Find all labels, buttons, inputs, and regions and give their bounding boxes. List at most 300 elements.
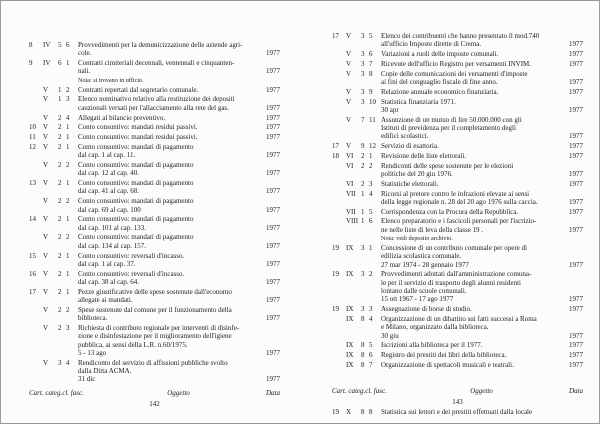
class-code: 2 xyxy=(58,133,62,142)
entry-description xyxy=(78,86,256,94)
entry-year: 1977 xyxy=(569,207,583,216)
class-code: 3 xyxy=(361,69,365,78)
class-code: 2 xyxy=(58,305,62,314)
class-code: 3 xyxy=(361,270,365,279)
class-code: 3 xyxy=(361,59,365,68)
category-code: V xyxy=(43,305,49,314)
fascicle-code: 8 xyxy=(369,408,373,417)
entry-description-line: Assegnazione di borse di studio. xyxy=(381,305,472,314)
table-row xyxy=(332,190,583,207)
entry-description-line: dal cap. 69 al cap. 100 xyxy=(78,205,141,214)
page-footer-right xyxy=(300,387,599,418)
entry-description-line: Corrispondenza con la Procura della Repubblica. xyxy=(381,207,519,216)
entry-description-line: Elenco nominativo relativo alla restituzione dei depositi xyxy=(78,95,235,104)
entry-year: 1977 xyxy=(266,223,280,232)
category-code: V xyxy=(43,358,49,367)
cart-number: 17 xyxy=(332,32,339,40)
fascicle-code: 2 xyxy=(66,85,70,94)
table-row xyxy=(332,217,583,234)
cart-number xyxy=(29,197,43,214)
entry-year: 1977 xyxy=(266,241,280,250)
entry-description-line: 30 apr xyxy=(381,105,399,114)
entry-description-line: Ricevute dell'ufficio Registro per versamenti INVIM. xyxy=(381,59,532,68)
fascicle-code: 6 xyxy=(369,50,373,59)
category-code: VI xyxy=(346,161,354,170)
fascicle-code: 6 xyxy=(66,41,70,49)
entry-description xyxy=(78,270,256,287)
trailing-entry-left xyxy=(29,410,280,418)
entry-description-line: Revisione delle liste elettorali. xyxy=(381,151,467,160)
entry-year: 1977 xyxy=(266,85,280,94)
entry-note: Nota: vedi deposito archivio. xyxy=(381,235,453,243)
cart-number: 19 xyxy=(332,244,339,253)
table-row xyxy=(29,233,280,250)
category-code: V xyxy=(43,161,49,170)
entry-description xyxy=(381,190,559,207)
fascicle-code: 7 xyxy=(369,360,373,369)
category-code: IX xyxy=(346,314,354,323)
entry-year: 1977 xyxy=(266,259,280,268)
entry-description-line: Servizio di esattoria. xyxy=(381,142,439,151)
class-code: 3 xyxy=(361,305,365,314)
entry-year: 1977 xyxy=(569,295,583,304)
entry-description-line: Statistiche elettorali. xyxy=(381,179,439,188)
entry-description-line: 15 ott 1967 - 17 ago 1977 xyxy=(381,295,454,304)
cart-number xyxy=(332,217,346,234)
entry-description xyxy=(381,60,559,68)
entry-description-line: dalla Ditta ACMA. xyxy=(78,366,132,375)
entry-description-line: Concessione di un contributo comunale per opere di xyxy=(381,244,527,253)
class-code: 3 xyxy=(361,244,365,253)
entry-year: 1977 xyxy=(569,132,583,141)
class-code: 5 xyxy=(58,41,62,49)
table-row xyxy=(29,114,280,122)
entry-description xyxy=(381,315,559,340)
class-code: 1 xyxy=(58,85,62,94)
fascicle-code: 6 xyxy=(369,351,373,360)
entry-description-line: dal cap. 134 al cap. 157. xyxy=(78,241,147,250)
fascicle-code: 4 xyxy=(369,189,373,198)
entry-description-line: Contratti repertati dal segretario comunale. xyxy=(78,85,199,94)
category-code: VII xyxy=(346,207,356,216)
entry-description xyxy=(381,270,559,303)
entry-description xyxy=(381,142,559,150)
entry-description xyxy=(78,133,256,141)
entry-description-line: Assunzione di un mutuo di lire 50.000.000 con gli xyxy=(381,115,522,124)
cart-number xyxy=(332,351,346,359)
entry-description-line: Elenco dei contribuenti che hanno presentato il mod.740 xyxy=(381,32,540,40)
table-row xyxy=(332,208,583,216)
fascicle-code: 2 xyxy=(66,305,70,314)
cart-number xyxy=(332,190,346,207)
category-code: V xyxy=(43,179,49,188)
entry-description-line: 5 - 13 ago xyxy=(78,348,107,357)
class-code: 2 xyxy=(58,215,62,224)
entry-description-line: edifici scolastici. xyxy=(381,132,429,141)
entry-description-line: pubblica, ai sensi della L.R. n.60/1975. xyxy=(78,340,188,349)
cart-number xyxy=(332,60,346,68)
entry-description xyxy=(381,305,559,313)
entry-description-line: dal cap. 101 al cap. 133. xyxy=(78,223,147,232)
entry-description xyxy=(78,324,256,357)
class-code: 2 xyxy=(58,113,62,122)
cart-number xyxy=(29,324,43,357)
entry-description-line: Organizzazione di un dibattito sui fatti successi a Roma xyxy=(381,314,537,323)
table-row xyxy=(332,408,583,416)
cart-number xyxy=(332,116,346,141)
entry-year: 1977 xyxy=(569,351,583,360)
fascicle-code: 5 xyxy=(369,207,373,216)
class-code: 1 xyxy=(361,189,365,198)
footer-col-cart: Cart. categ.cl. fasc. xyxy=(29,388,84,397)
entry-description-line: 31 dic xyxy=(78,375,96,384)
class-code: 2 xyxy=(361,161,365,170)
entry-year: 1977 xyxy=(266,348,280,357)
class-code: 2 xyxy=(58,197,62,206)
entry-description-line: dal cap. 38 al cap. 64. xyxy=(78,277,140,286)
class-code: 3 xyxy=(361,87,365,96)
category-code: V xyxy=(43,123,49,132)
class-code: 2 xyxy=(58,251,62,260)
fascicle-code: 10 xyxy=(369,97,376,106)
entry-description xyxy=(78,288,256,305)
entry-description-line: Rendiconto del servizio di affissioni pubbliche svolto xyxy=(78,358,228,367)
entry-description-line: allegate ai mandati. xyxy=(78,296,133,305)
cart-number: 19 xyxy=(332,270,339,279)
entry-description-line: dal cap. 41 al cap. 68. xyxy=(78,187,140,196)
class-code: 9 xyxy=(361,142,365,151)
entry-description xyxy=(78,215,256,232)
table-row xyxy=(332,98,583,115)
fascicle-code: 1 xyxy=(66,133,70,142)
entry-description-line: biblioteca. xyxy=(78,314,108,323)
table-row xyxy=(29,161,280,178)
category-code: V xyxy=(43,323,49,332)
category-code: V xyxy=(346,50,352,59)
category-code: IX xyxy=(346,341,354,350)
table-row xyxy=(332,315,583,340)
fascicle-code: 1 xyxy=(66,142,70,151)
class-code: 8 xyxy=(361,408,365,417)
class-code: 1 xyxy=(361,207,365,216)
entry-description xyxy=(78,59,256,76)
fascicle-code: 12 xyxy=(369,142,376,151)
table-row xyxy=(332,116,583,141)
category-code: IX xyxy=(346,244,354,253)
entry-description xyxy=(78,359,256,384)
table-row xyxy=(332,70,583,87)
cart-number xyxy=(332,70,346,87)
entry-year: 1977 xyxy=(569,197,583,206)
entry-description xyxy=(381,361,559,369)
class-code: 3 xyxy=(361,50,365,59)
entry-description-line: Rendiconti delle spese sostenute per le elezioni xyxy=(381,161,514,170)
entry-description xyxy=(78,161,256,178)
category-code: V xyxy=(43,215,49,224)
class-code: 7 xyxy=(361,115,365,124)
entry-description xyxy=(381,152,559,160)
page-footer-left xyxy=(1,389,300,419)
cart-number xyxy=(332,50,346,58)
entry-description xyxy=(381,208,559,216)
category-code: V xyxy=(346,115,352,124)
table-row xyxy=(29,324,280,357)
entry-year: 1977 xyxy=(266,103,280,112)
table-row xyxy=(332,180,583,188)
entry-year: 1977 xyxy=(569,260,583,269)
fascicle-code: 9 xyxy=(369,87,373,96)
class-code: 1 xyxy=(361,217,365,226)
entries-list-right xyxy=(300,1,599,369)
class-code: 2 xyxy=(58,142,62,151)
fascicle-code: 3 xyxy=(369,305,373,314)
cart-number: 15 xyxy=(29,251,36,260)
entry-description-line: zione e disinfestazione per il miglioramento dell'igiene xyxy=(78,332,232,341)
fascicle-code: 2 xyxy=(369,270,373,279)
category-code: V xyxy=(346,142,352,151)
fascicle-code: 1 xyxy=(66,179,70,188)
fascicle-code: 1 xyxy=(369,244,373,253)
class-code: 6 xyxy=(58,59,62,68)
category-code: V xyxy=(43,85,49,94)
entry-year: 1977 xyxy=(569,225,583,234)
table-row xyxy=(29,306,280,323)
trailing-entry-right xyxy=(332,408,583,416)
fascicle-code: 1 xyxy=(66,123,70,132)
fascicle-code: 4 xyxy=(66,113,70,122)
category-code: IX xyxy=(346,270,354,279)
entry-year: 1977 xyxy=(569,305,583,314)
entry-description xyxy=(381,341,559,349)
category-code: IX xyxy=(346,360,354,369)
page-right xyxy=(300,1,599,423)
table-row xyxy=(29,143,280,160)
fascicle-code: 8 xyxy=(369,69,373,78)
fascicle-code: 2 xyxy=(66,161,70,170)
entry-description-line: all'ufficio Imposte dirette di Crema. xyxy=(381,40,482,49)
entries-list-left xyxy=(1,1,300,383)
table-row xyxy=(332,60,583,68)
class-code: 2 xyxy=(58,179,62,188)
entry-description-line: Conto consuntivo: mandati di pagamento xyxy=(78,197,194,206)
fascicle-code: 3 xyxy=(66,323,70,332)
cart-number: 18 xyxy=(332,151,339,160)
category-code: IV xyxy=(43,59,51,68)
entry-description-line: Conto consuntivo: mandati di pagamento xyxy=(78,161,194,170)
footer-col-oggetto: Oggetto xyxy=(470,386,493,395)
category-code: IX xyxy=(346,305,354,314)
entry-description-line: Conto consuntivo: mandati residui passivi. xyxy=(78,133,198,142)
table-row xyxy=(332,152,583,160)
entry-description-line: Conto consuntivo: mandati di pagamento xyxy=(78,233,194,242)
entry-year: 1977 xyxy=(569,151,583,160)
fascicle-code: 5 xyxy=(369,32,373,40)
fascicle-code: 11 xyxy=(369,115,376,124)
class-code: 8 xyxy=(361,360,365,369)
entry-description xyxy=(78,41,256,58)
entry-year: 1977 xyxy=(569,59,583,68)
entry-description-line: 30 giu xyxy=(381,331,399,340)
fascicle-code: 5 xyxy=(369,341,373,350)
cart-number: 13 xyxy=(29,179,36,188)
cart-number xyxy=(332,361,346,369)
entry-description-line: Conto consuntivo: reversali d'incasso. xyxy=(78,251,185,260)
table-row xyxy=(29,179,280,196)
entry-description-line: cauzionali versati per l'allacciamento alla rete del gas. xyxy=(78,103,229,112)
entry-description-line: ai fini del conguaglio fiscale di fine anno. xyxy=(381,77,498,86)
class-code: 8 xyxy=(361,351,365,360)
entry-description xyxy=(381,88,559,96)
class-code: 2 xyxy=(58,269,62,278)
footer-col-oggetto: Oggetto xyxy=(167,388,190,397)
category-code: V xyxy=(43,287,49,296)
footer-col-data: Data xyxy=(266,388,280,397)
table-row xyxy=(332,244,583,269)
table-row xyxy=(29,59,280,76)
cart-number xyxy=(29,114,43,122)
entry-description-line: della legge regionale n. 28 del 20 ago 1976 sulla caccia. xyxy=(381,197,538,206)
page-number: 143 xyxy=(452,398,463,407)
entry-year: 1977 xyxy=(569,360,583,369)
table-row xyxy=(29,86,280,94)
entry-description-line: 27 mar 1974 - 28 gennaio 1977 xyxy=(381,260,469,269)
class-code: 1 xyxy=(58,95,62,104)
entry-year: 1977 xyxy=(569,179,583,188)
entry-description xyxy=(78,306,256,323)
entry-description xyxy=(78,95,256,112)
class-code: 3 xyxy=(361,32,365,40)
footer-col-data: Data xyxy=(569,386,583,395)
entry-description-line: dal cap. 1 al cap. 37. xyxy=(78,259,136,268)
entry-description xyxy=(78,143,256,160)
category-code: V xyxy=(346,87,352,96)
entry-year: 1977 xyxy=(266,123,280,132)
table-row xyxy=(29,359,280,384)
entry-description-line: Elenco preparatorio e i fascicoli personali per l'iscrizio- xyxy=(381,217,537,226)
table-row xyxy=(29,95,280,112)
entry-description-line: Organizzazione di spettacoli musicali e teatrali. xyxy=(381,360,514,369)
entry-year: 1977 xyxy=(569,50,583,59)
entry-year: 1977 xyxy=(569,142,583,151)
entry-description-line: Registro dei prestiti dei libri della biblioteca. xyxy=(381,351,507,360)
entry-description-line: Iscrizioni alla biblioteca per il 1977. xyxy=(381,341,483,350)
entry-description-line: ne nelle liste di leva della classe 19 . xyxy=(381,225,484,234)
category-code: V xyxy=(43,197,49,206)
entry-year: 1977 xyxy=(266,169,280,178)
table-row xyxy=(332,305,583,313)
cart-number xyxy=(29,86,43,94)
page-left xyxy=(1,1,300,423)
category-code: V xyxy=(43,133,49,142)
class-code: 3 xyxy=(58,358,62,367)
entry-year: 1977 xyxy=(266,151,280,160)
table-row xyxy=(332,50,583,58)
table-row xyxy=(332,341,583,349)
category-code: V xyxy=(43,269,49,278)
cart-number xyxy=(29,233,43,250)
table-row xyxy=(29,197,280,214)
entry-description xyxy=(381,32,559,49)
cart-number xyxy=(332,341,346,349)
entry-description-line: Copie delle comunicazioni dei versamenti d'imposte xyxy=(381,69,528,78)
category-code: V xyxy=(43,142,49,151)
entry-description-line: nali. xyxy=(78,67,91,76)
fascicle-code: 4 xyxy=(66,358,70,367)
category-code: VIII xyxy=(346,217,359,226)
table-row xyxy=(29,123,280,131)
entry-year: 1977 xyxy=(266,296,280,305)
fascicle-code: 1 xyxy=(66,215,70,224)
fascicle-code: 4 xyxy=(369,314,373,323)
entry-description-line: Contratti cimiteriali decennali, ventennali e cinquanten- xyxy=(78,59,235,68)
cart-number: 8 xyxy=(29,41,33,49)
cart-number: 19 xyxy=(332,305,339,314)
table-row xyxy=(332,361,583,369)
cart-number: 17 xyxy=(29,287,36,296)
fascicle-code: 2 xyxy=(66,197,70,206)
category-code: V xyxy=(346,32,352,40)
category-code: V xyxy=(346,69,352,78)
entry-description-line: Variazioni a ruoli delle imposte comunali. xyxy=(381,50,499,59)
entry-description-line: Ricorsi al pretore contro le infrazioni elevate ai sensi xyxy=(381,189,530,198)
entry-description xyxy=(381,162,559,179)
fascicle-code: 3 xyxy=(369,179,373,188)
entry-description-line: le per il servizio di trasporto degli alunni residenti xyxy=(381,278,521,287)
entry-description-line: Statistica finanziaria 1971. xyxy=(381,97,456,106)
category-code: VI xyxy=(346,179,354,188)
entry-description-line: dal cap. 1 al cap. 11. xyxy=(78,151,136,160)
entry-description xyxy=(381,408,559,416)
entry-year: 1977 xyxy=(266,205,280,214)
table-row xyxy=(332,88,583,96)
table-row xyxy=(332,162,583,179)
footer-header-row xyxy=(332,387,583,396)
entry-year: 1977 xyxy=(266,113,280,122)
entry-description-line: lontano dalle scuole comunali. xyxy=(381,287,467,296)
entry-description-line: Conto consuntivo: mandati di pagamento xyxy=(78,142,194,151)
entry-description-line: e Milano, organizzato dalla biblioteca. xyxy=(381,323,489,332)
cart-number xyxy=(29,95,43,112)
class-code: 2 xyxy=(58,161,62,170)
cart-number xyxy=(29,161,43,178)
entry-description-line: Relazione annuale economico finanziaria. xyxy=(381,87,499,96)
cart-number xyxy=(332,162,346,179)
entry-description xyxy=(381,50,559,58)
entry-description-line: cole. xyxy=(78,49,92,58)
entry-description-line: dal cap. 12 al cap. 40. xyxy=(78,169,140,178)
entry-description xyxy=(381,70,559,87)
table-row xyxy=(332,351,583,359)
entry-description-line: Provvedimenti per la demunicizzazione delle aziende agri- xyxy=(78,41,243,49)
fascicle-code: 1 xyxy=(66,59,70,68)
page-number: 142 xyxy=(149,400,160,408)
entry-description-line: Pezze giustificative delle spese sostenute dall'economo xyxy=(78,287,232,296)
cart-number: 9 xyxy=(29,59,33,68)
category-code: IV xyxy=(43,41,51,49)
cart-number: 19 xyxy=(332,408,339,417)
entry-description xyxy=(78,197,256,214)
entry-description xyxy=(381,351,559,359)
entry-year: 1977 xyxy=(569,341,583,350)
table-row xyxy=(29,215,280,232)
entry-year: 1977 xyxy=(569,105,583,114)
entry-year: 1977 xyxy=(266,187,280,196)
entry-description-line: Conto consuntivo: mandati di pagamento xyxy=(78,179,194,188)
entry-description-line: Provvedimenti adottati dall'amministrazione comuna- xyxy=(381,270,532,279)
class-code: 2 xyxy=(58,233,62,242)
entry-year: 1977 xyxy=(569,169,583,178)
category-code: IX xyxy=(346,351,354,360)
